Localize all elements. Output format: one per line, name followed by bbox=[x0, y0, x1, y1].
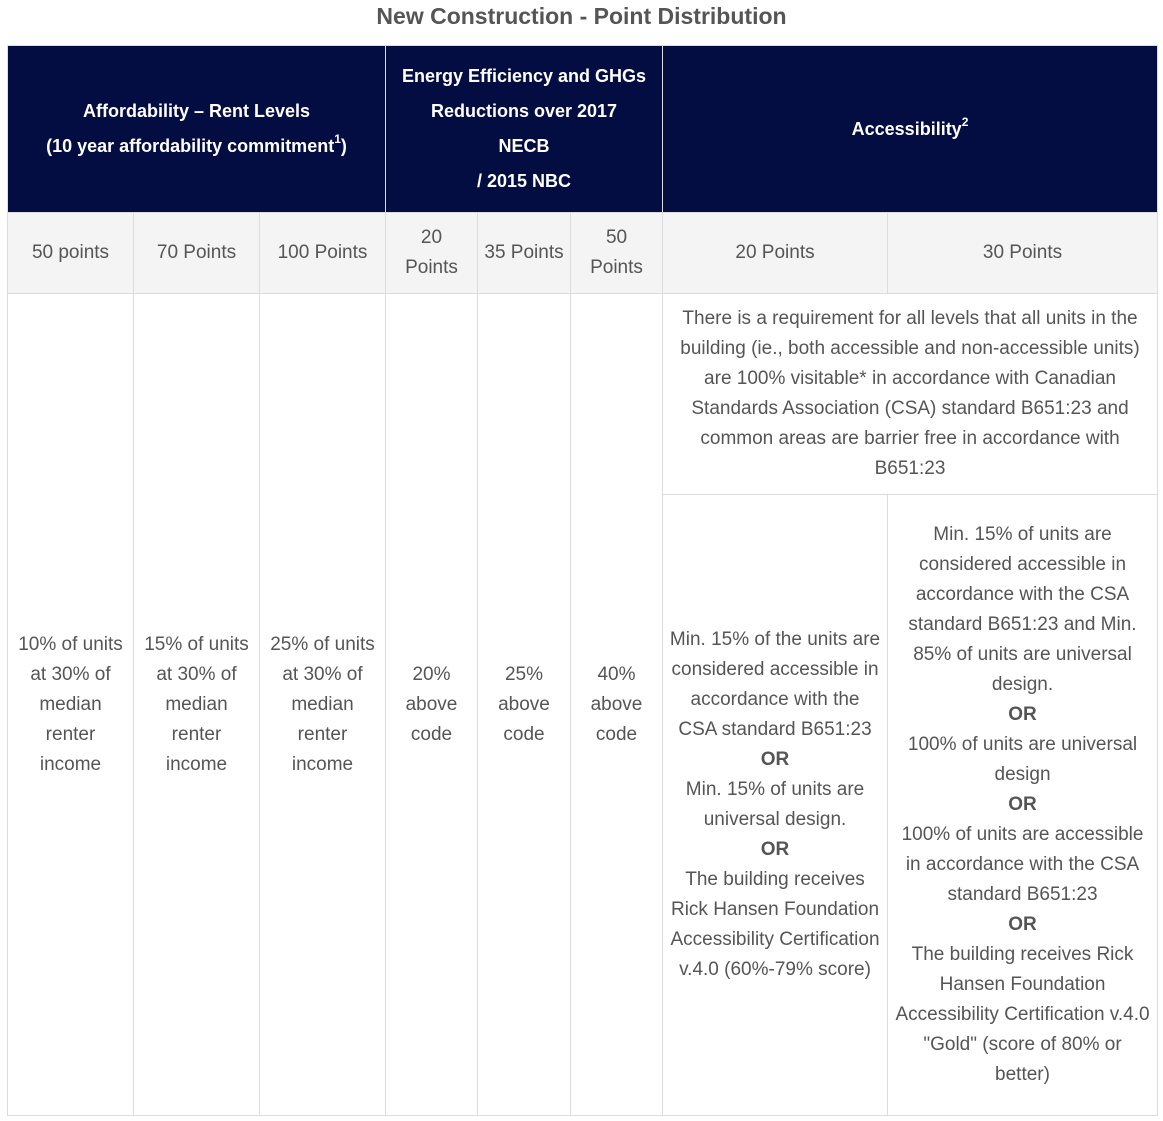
energy-cell: 25% above code bbox=[478, 294, 571, 1116]
energy-cell: 20% above code bbox=[386, 294, 478, 1116]
header-accessibility bbox=[663, 46, 1158, 213]
points-cell: 70 Points bbox=[134, 213, 260, 294]
footnote-2: 2 bbox=[961, 114, 969, 129]
header-row bbox=[8, 46, 1158, 213]
header-affordability bbox=[8, 46, 386, 213]
header-affordability-title: Affordability – Rent Levels bbox=[82, 101, 311, 121]
points-row bbox=[8, 213, 1158, 294]
header-energy bbox=[386, 46, 663, 213]
option-text: Min. 15% of units are considered accessible in accordance with the CSA standard B651:23 and Min. 85% of units are universal design. bbox=[908, 524, 1137, 695]
points-cell: 20 Points bbox=[663, 213, 888, 294]
header-accessibility-label: Accessibility bbox=[851, 118, 962, 139]
or-separator: OR bbox=[760, 749, 790, 770]
header-affordability-subtitle: (10 year affordability commitment$^1$) bbox=[46, 132, 347, 156]
requirements-row bbox=[8, 294, 1158, 495]
points-cell: 100 Points bbox=[260, 213, 386, 294]
accessibility-requirement-cell: There is a requirement for all levels that all units in the building (ie., both accessible and non-accessible units) are 100% visitable* in accordance with Canadian Standards Association (CSA) standard B651:23 and common areas are barrier free in accordance with B651:23 bbox=[663, 294, 1158, 495]
affordability-cell: 25% of units at 30% of median renter income bbox=[260, 294, 386, 1116]
option-text: Min. 15% of units are universal design. bbox=[685, 779, 865, 830]
points-cell: 50 Points bbox=[571, 213, 663, 294]
accessibility-20-cell bbox=[663, 495, 888, 1116]
or-separator: OR bbox=[1008, 794, 1037, 815]
header-energy-line: / 2015 NBC bbox=[476, 171, 572, 191]
option-text: 100% of units are universal design bbox=[907, 734, 1138, 785]
option-text: Min. 15% of the units are considered accessible in accordance with the CSA standard B651:23 bbox=[669, 629, 881, 740]
option-text: The building receives Rick Hansen Foundation Accessibility Certification v.4.0 "Gold" (score of 80% or better) bbox=[895, 944, 1150, 1085]
accessibility-30-cell bbox=[888, 495, 1158, 1116]
energy-cell: 40% above code bbox=[571, 294, 663, 1116]
affordability-cell: 15% of units at 30% of median renter income bbox=[134, 294, 260, 1116]
points-cell: 20 Points bbox=[386, 213, 478, 294]
header-energy-line: Energy Efficiency and GHGs bbox=[401, 66, 647, 86]
option-text: The building receives Rick Hansen Foundation Accessibility Certification v.4.0 (60%-79% score) bbox=[670, 869, 880, 980]
points-cell: 50 points bbox=[8, 213, 134, 294]
point-distribution-table bbox=[7, 45, 1158, 1116]
points-cell: 35 Points bbox=[478, 213, 571, 294]
affordability-cell: 10% of units at 30% of median renter income bbox=[8, 294, 134, 1116]
header-energy-line: NECB bbox=[498, 136, 550, 156]
page-title: New Construction - Point Distribution bbox=[376, 3, 787, 29]
header-energy-line: Reductions over 2017 bbox=[430, 101, 618, 121]
footnote-1: 1 bbox=[334, 132, 341, 146]
points-cell: 30 Points bbox=[888, 213, 1158, 294]
or-separator: OR bbox=[760, 839, 790, 860]
or-separator: OR bbox=[1008, 704, 1037, 725]
option-text: 100% of units are accessible in accordance with the CSA standard B651:23 bbox=[901, 824, 1144, 905]
or-separator: OR bbox=[1008, 914, 1037, 935]
